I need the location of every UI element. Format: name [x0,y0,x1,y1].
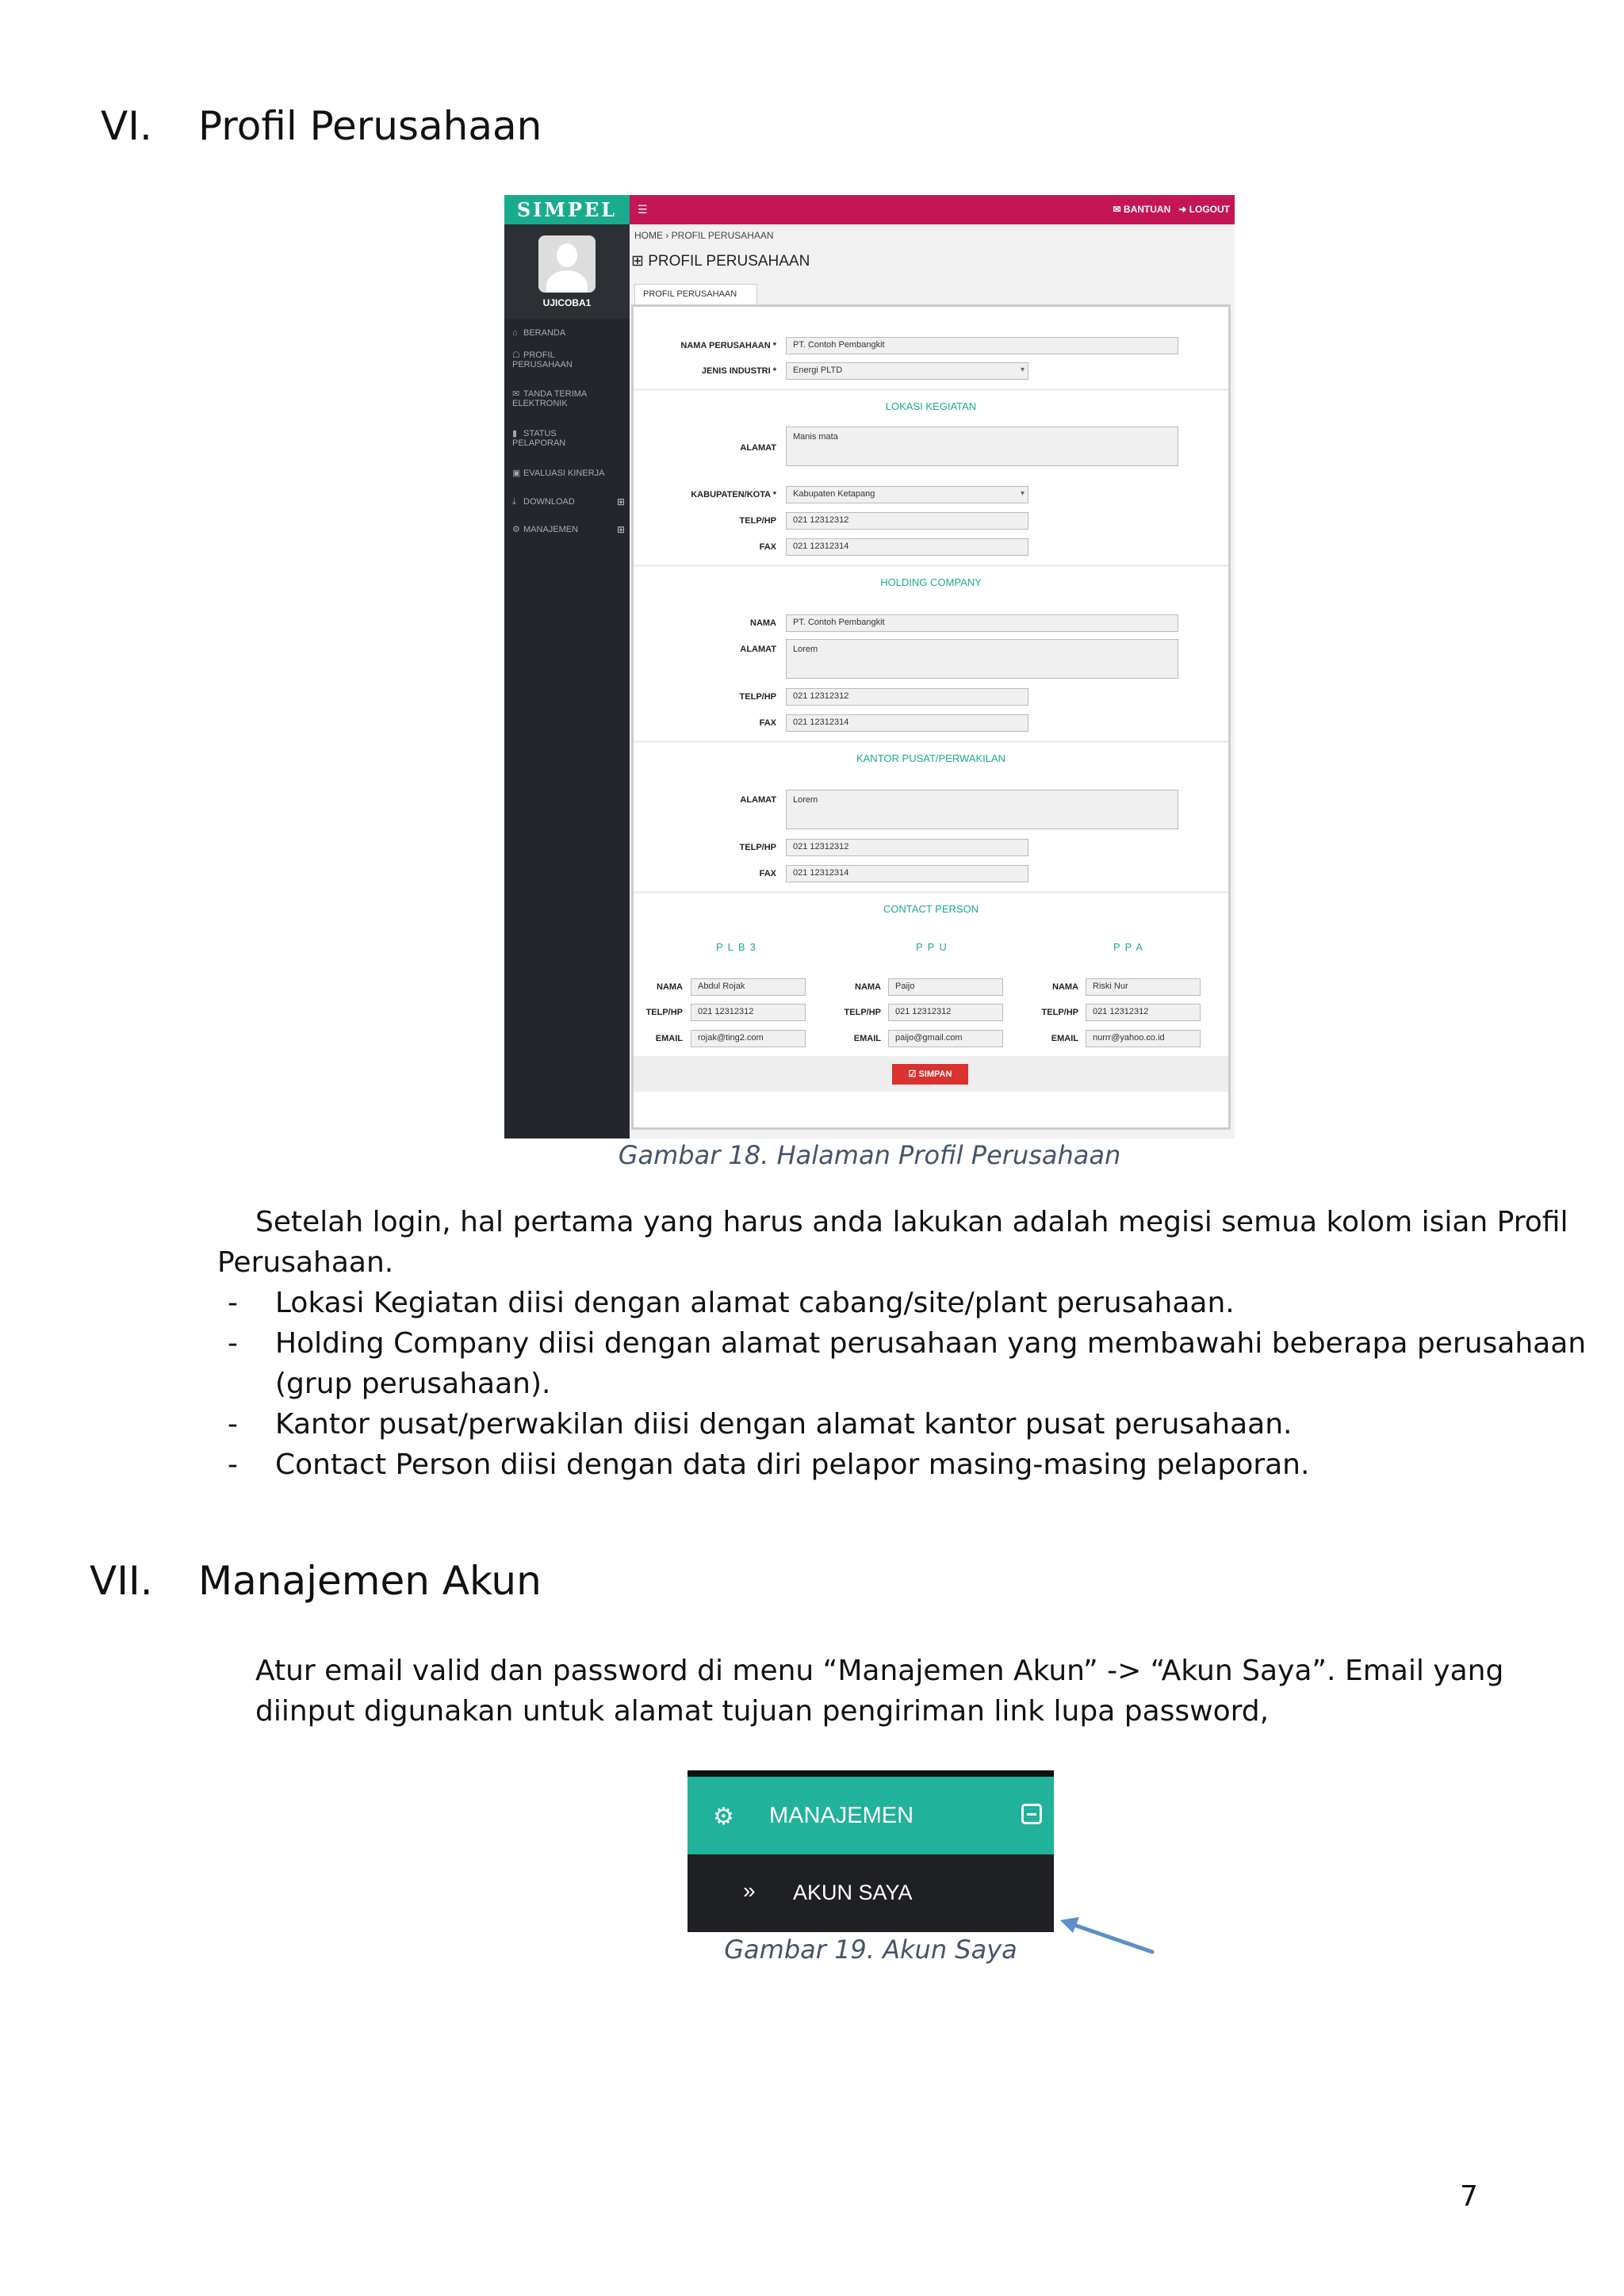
field-label: ALAMAT [740,645,776,654]
paragraph-line: Atur email valid dan password di menu “Manajemen Akun” -> “Akun Saya”. Email yang [255,1655,1504,1687]
ppa-nama-input[interactable]: Riski Nur [1086,978,1201,996]
main-content [630,195,1235,1138]
user-panel [504,224,630,319]
page-title: ⊞ PROFIL PERUSAHAAN [631,253,810,270]
ppu-email-input[interactable]: paijo@gmail.com [888,1030,1003,1047]
section-number: VI. [101,103,152,149]
field-label: FAX [759,542,776,552]
kantor-alamat-textarea[interactable]: Lorem [786,790,1178,829]
menu-label: MANAJEMEN [769,1803,914,1828]
home-icon: ⌂ [512,328,518,338]
building-icon: ☖ [512,350,520,360]
logout-icon: ➜ [1178,204,1187,215]
plb3-email-input[interactable]: rojak@ting2.com [691,1030,806,1047]
ppu-nama-input[interactable]: Paijo [888,978,1003,996]
akun-saya-menu-screenshot [688,1770,1054,1932]
section-kantor-pusat: KANTOR PUSAT/PERWAKILAN [856,752,1006,764]
field-label: EMAIL [655,1034,683,1043]
section-holding-company: HOLDING COMPANY [880,576,982,588]
save-button[interactable]: ☑ SIMPAN [892,1064,968,1085]
help-link[interactable]: BANTUAN [1123,204,1171,215]
gears-icon: ⚙ [713,1804,734,1830]
menu-item-label: AKUN SAYA [793,1881,913,1904]
ppa-telp-input[interactable]: 021 12312312 [1086,1004,1201,1021]
holding-alamat-textarea[interactable]: Lorem [786,639,1178,679]
collapse-icon[interactable] [1021,1804,1042,1824]
sidebar-item-download[interactable]: ⤓ DOWNLOAD [512,497,575,507]
top-bar [630,195,1235,224]
field-label: NAMA [1052,982,1078,992]
expand-icon[interactable]: ⊞ [617,524,626,535]
field-label: JENIS INDUSTRI * [701,366,776,376]
username: UJICOBA1 [542,297,592,308]
nama-perusahaan-input[interactable]: PT. Contoh Pembangkit [786,337,1178,354]
sidebar-item-tanda-terima[interactable]: ✉ TANDA TERIMA ELEKTRONIK [512,389,588,408]
page-number: 7 [1460,2180,1478,2213]
holding-nama-input[interactable]: PT. Contoh Pembangkit [786,614,1178,632]
document-icon: ✉ [512,389,520,399]
field-label: FAX [759,718,776,728]
field-label: NAMA [750,618,776,628]
contact-group-plb3: PLB3 [716,941,760,953]
menu-icon[interactable]: ☰ [638,203,648,216]
lokasi-fax-input[interactable]: 021 12312314 [786,538,1028,556]
avatar[interactable] [538,235,596,293]
field-label: TELP/HP [739,843,776,852]
figure-caption: Gambar 18. Halaman Profil Perusahaan [618,1140,1121,1170]
field-label: ALAMAT [740,443,776,453]
form-footer [634,1056,1228,1092]
holding-telp-input[interactable]: 021 12312312 [786,688,1028,706]
lokasi-telp-input[interactable]: 021 12312312 [786,512,1028,530]
sidebar [504,195,630,1138]
sidebar-item-beranda[interactable]: ⌂ BERANDA [512,328,566,338]
field-label: EMAIL [1051,1034,1078,1043]
field-label: TELP/HP [739,692,776,702]
section-heading-manajemen [90,1558,645,1609]
section-heading-profil [101,103,576,154]
field-label: TELP/HP [844,1008,881,1017]
field-label: NAMA PERUSAHAAN * [680,341,776,350]
section-title: Profil Perusahaan [198,103,542,149]
profil-perusahaan-screenshot [504,195,1235,1138]
divider [634,740,1228,743]
holding-fax-input[interactable]: 021 12312314 [786,714,1028,732]
divider [634,564,1228,567]
kabupaten-select[interactable]: Kabupaten Ketapang ▾ [786,486,1028,503]
field-label: EMAIL [853,1034,881,1043]
field-label: FAX [759,869,776,878]
section-contact-person: CONTACT PERSON [883,903,979,915]
sidebar-item-manajemen[interactable]: ⚙ MANAJEMEN [512,525,579,534]
contact-group-ppu: PPU [916,941,952,953]
field-label: NAMA [657,982,683,992]
section-lokasi-kegiatan: LOKASI KEGIATAN [885,400,977,412]
paragraph-line: Setelah login, hal pertama yang harus anda lakukan adalah megisi semua kolom isian Profil [255,1206,1568,1238]
kantor-telp-input[interactable]: 021 12312312 [786,839,1028,856]
double-chevron-icon: » [743,1878,756,1903]
section-title: Manajemen Akun [198,1558,542,1604]
figure-caption: Gambar 19. Akun Saya [724,1934,1017,1965]
kantor-fax-input[interactable]: 021 12312314 [786,865,1028,882]
app-logo[interactable]: SIMPEL [504,195,630,224]
sidebar-item-status[interactable]: ▮ STATUS PELAPORAN [512,429,566,448]
section-number: VII. [90,1558,153,1604]
logout-link[interactable]: LOGOUT [1189,204,1230,215]
briefcase-icon: ▣ [512,469,521,478]
field-label: TELP/HP [739,516,776,526]
field-label: NAMA [855,982,881,992]
tab-profil-perusahaan[interactable]: PROFIL PERUSAHAAN [634,284,757,304]
sidebar-item-evaluasi[interactable]: ▣ EVALUASI KINERJA [512,469,605,478]
menu-item-akun-saya[interactable] [688,1854,1054,1932]
contact-group-ppa: PPA [1113,941,1148,953]
paragraph-line: Perusahaan. [217,1246,394,1279]
pointer-arrow-icon [1059,1911,1162,1958]
ppu-telp-input[interactable]: 021 12312312 [888,1004,1003,1021]
field-label: TELP/HP [1041,1008,1078,1017]
paragraph-line: diinput digunakan untuk alamat tujuan pengiriman link lupa password, [255,1695,1270,1728]
help-icon: ✉ [1113,204,1121,215]
ppa-email-input[interactable]: nurrr@yahoo.co.id [1086,1030,1201,1047]
gears-icon: ⚙ [512,525,520,534]
bookmark-icon: ▮ [512,429,518,438]
breadcrumb[interactable]: HOME › PROFIL PERUSAHAAN [634,230,774,241]
jenis-industri-select[interactable]: Energi PLTD ▾ [786,362,1028,380]
expand-icon[interactable]: ⊞ [617,496,626,507]
menu-manajemen[interactable] [688,1777,1054,1854]
form-panel [631,304,1231,1130]
plb3-telp-input[interactable]: 021 12312312 [691,1004,806,1021]
circle-arrow-icon: ⊞ [631,253,644,270]
plb3-nama-input[interactable]: Abdul Rojak [691,978,806,996]
field-label: ALAMAT [740,795,776,805]
lokasi-alamat-textarea[interactable]: Manis mata [786,427,1178,466]
divider [634,388,1228,391]
field-label: TELP/HP [645,1008,683,1017]
divider [634,891,1228,894]
field-label: KABUPATEN/KOTA * [691,490,776,499]
download-icon: ⤓ [512,497,516,507]
sidebar-item-profil[interactable]: ☖ PROFIL PERUSAHAAN [512,350,573,369]
